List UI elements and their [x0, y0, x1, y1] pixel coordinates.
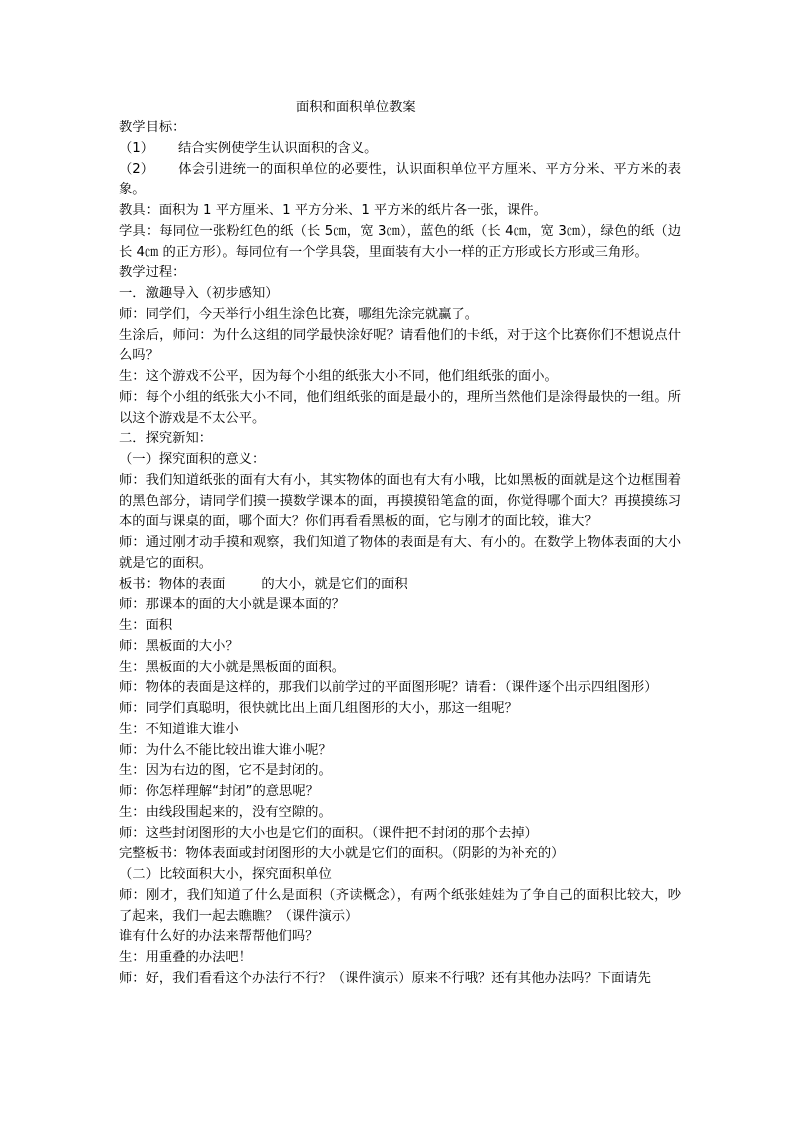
paragraph: 师：黑板面的大小？ — [119, 638, 239, 654]
paragraph: 生：面积 — [119, 618, 173, 633]
paragraph: 师：刚才，我们知道了什么是面积（齐读概念），有两个纸张娃娃为了争自己的面积比较大，吵了起来，我们一起去瞧瞧？（课件演示） — [119, 887, 681, 924]
paragraph: 师：你怎样理解“封闭”的意思呢？ — [119, 784, 319, 799]
paragraph: 生涂后，师问：为什么这组的同学最快涂好呢？请看他们的卡纸，对于这个比赛你们不想说点什么吗？ — [119, 327, 681, 364]
section-heading: 二．探究新知： — [119, 431, 213, 447]
paragraph: 师：每个小组的纸张大小不同，他们组纸张的面是最小的，理所当然他们是涂得最快的一组。所以这个游戏是不太公平。 — [119, 389, 681, 426]
paragraph: 生：这个游戏不公平，因为每个小组的纸张大小不同，他们组纸张的面小。 — [119, 369, 558, 384]
paragraph: 师：我们知道纸张的面有大有小，其实物体的面也有大有小哦，比如黑板的面就是这个边框围着的黑色部分，请同学们摸一摸数学课本的面，再摸摸铅笔盒的面，你觉得哪个面大？再摸摸练习本的面与课桌的面，哪个面大？你们再看看黑板的面，它与刚才的面比较，谁大？ — [119, 472, 681, 530]
paragraph: 师：物体的表面是这样的，那我们以前学过的平面图形呢？请看：（课件逐个出示四组图形） — [119, 680, 658, 696]
paragraph: 师：同学们真聪明，很快就比出上面几组图形的大小，那这一组呢？ — [119, 701, 518, 716]
paragraph: 生：因为右边的图，它不是封闭的。 — [119, 763, 332, 779]
document-body — [119, 118, 681, 990]
board-writing-part: 板书：物体的表面 — [119, 576, 226, 592]
section-heading: 一．激趣导入（初步感知） — [119, 286, 279, 301]
paragraph: 师：那课本的面的大小就是课本面的？ — [119, 597, 346, 613]
objective-number: （2） — [119, 161, 155, 177]
objective-number: （1） — [119, 140, 155, 156]
paragraph: 生：黑板面的大小就是黑板面的面积。 — [119, 659, 346, 675]
paragraph: 生：不知道谁大谁小 — [119, 721, 239, 737]
paragraph: 生：由线段围起来的，没有空隙的。 — [119, 804, 332, 820]
objectives-heading: 教学目标： — [119, 120, 186, 135]
paragraph: 师：这些封闭图形的大小也是它们的面积。（课件把不封闭的那个去掉） — [119, 825, 538, 841]
learning-aids: 学具：每同位一张粉红色的纸（长 5㎝，宽 3㎝），蓝色的纸（长 4㎝，宽 3㎝），绿色的纸（边长 4㎝ 的正方形）。每同位有一个学具袋，里面装有大小一样的正方形或长方形或三角形。 — [119, 223, 681, 260]
paragraph: 师：通过刚才动手摸和观察，我们知道了物体的表面是有大、有小的。在数学上物体表面的大小就是它的面积。 — [119, 535, 681, 571]
board-writing-part: 的大小，就是它们的面积 — [261, 576, 408, 592]
teaching-aids: 教具：面积为 1 平方厘米、1 平方分米、1 平方米的纸片各一张，课件。 — [119, 203, 547, 218]
subsection-heading: （二）比较面积大小，探究面积单位 — [119, 867, 332, 882]
board-writing — [119, 575, 681, 596]
paragraph: 生：用重叠的办法吧！ — [119, 950, 252, 965]
objective-text: 结合实例使学生认识面积的含义。 — [178, 140, 378, 156]
objective-item — [119, 160, 681, 202]
paragraph: 完整板书：物体表面或封闭图形的大小就是它们的面积。（阴影的为补充的） — [119, 846, 565, 862]
paragraph: 师：同学们，今天举行小组生涂色比赛，哪组先涂完就赢了。 — [119, 306, 479, 322]
paragraph: 师：好，我们看看这个办法行不行？（课件演示）原来不行哦？还有其他办法吗？下面请先 — [119, 970, 651, 986]
objective-text: 体会引进统一的面积单位的必要性，认识面积单位平方厘米、平方分米、平方米的表象。 — [119, 161, 681, 198]
objective-item — [119, 139, 681, 160]
subsection-heading: （一）探究面积的意义： — [119, 452, 266, 467]
paragraph: 谁有什么好的办法来帮帮他们吗？ — [119, 929, 319, 945]
paragraph: 师：为什么不能比较出谁大谁小呢？ — [119, 742, 332, 758]
process-heading: 教学过程： — [119, 265, 186, 281]
document-title: 面积和面积单位教案 — [296, 100, 416, 115]
